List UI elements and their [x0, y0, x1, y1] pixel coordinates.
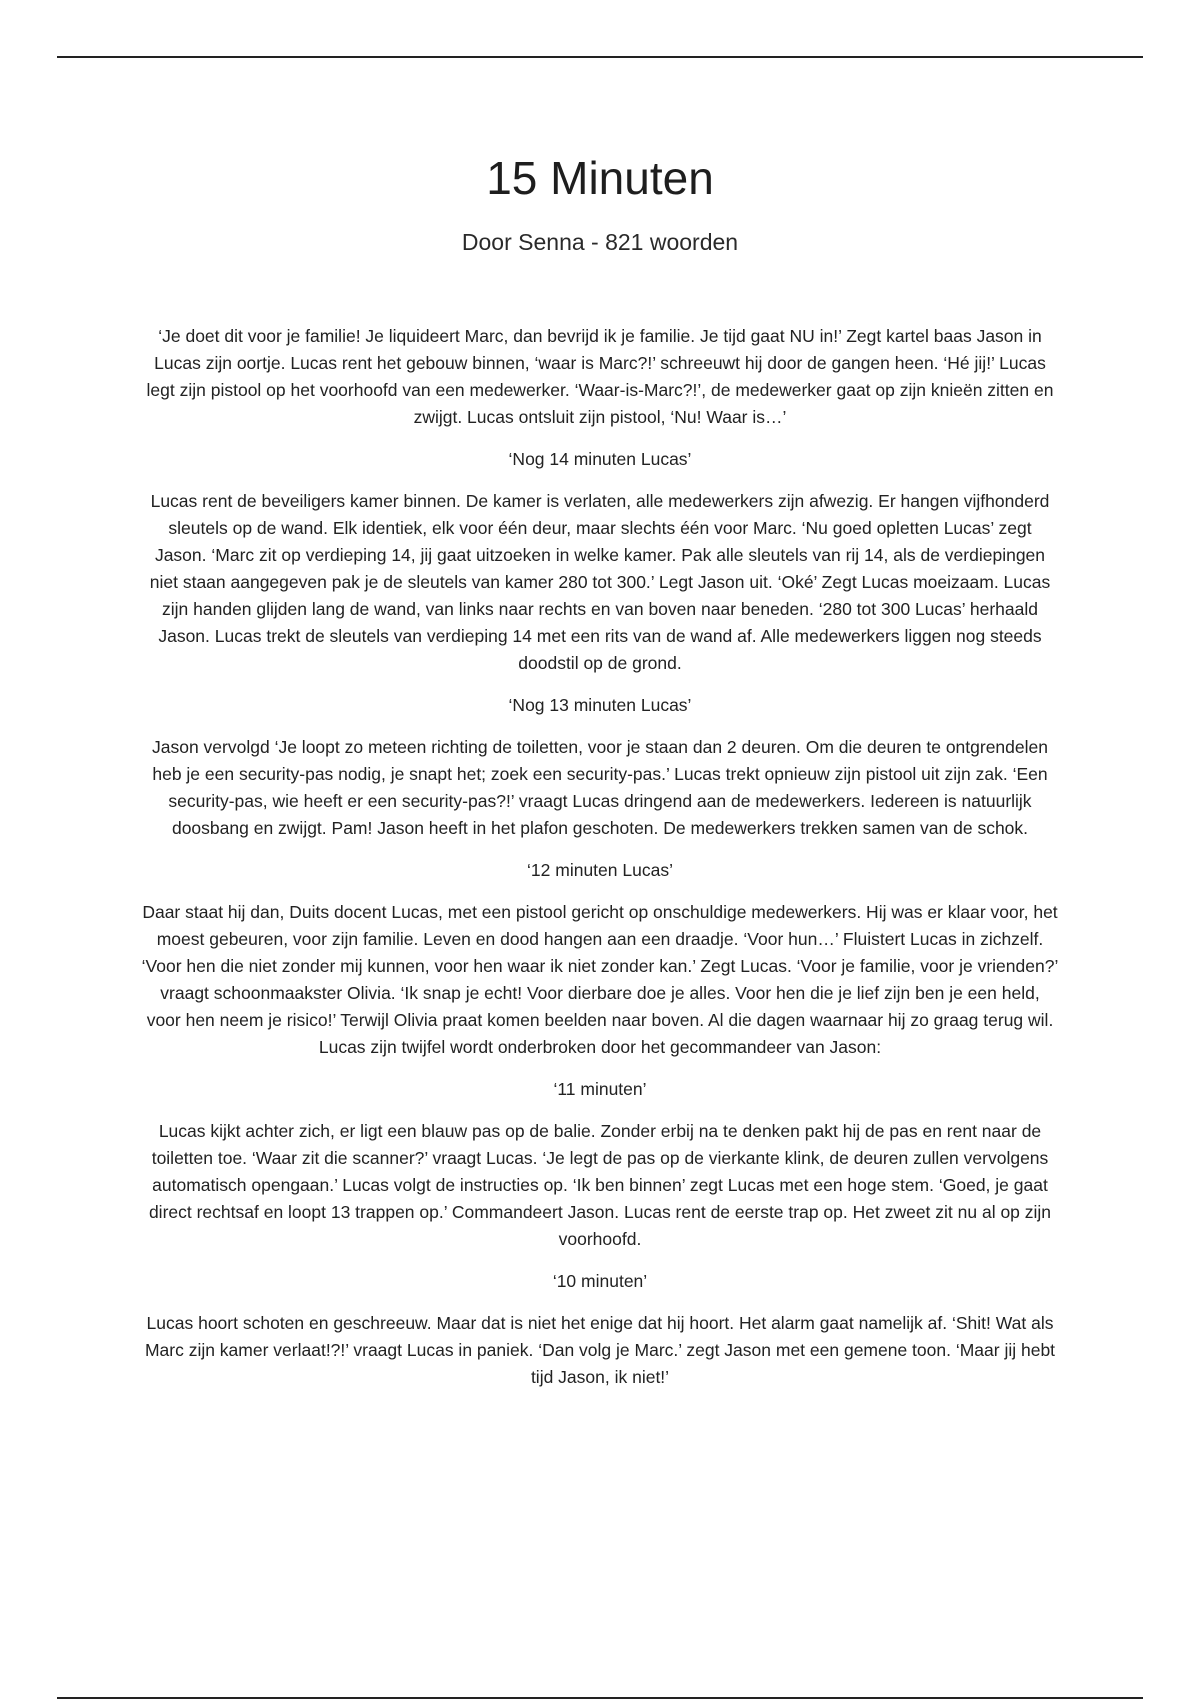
document-title: 15 Minuten — [486, 152, 714, 204]
timer-line-12: ‘12 minuten Lucas’ — [527, 860, 673, 880]
bottom-rule — [57, 1697, 1143, 1699]
timer-line-14: ‘Nog 14 minuten Lucas’ — [508, 449, 692, 469]
story-paragraph-5: Lucas kijkt achter zich, er ligt een blauw pas op de balie. Zonder erbij na te denken pakt hij de pas en rent naar de toiletten toe. ‘Waar zit die scanner?’ vraagt Lucas. ‘Je legt de pas op de vierkante klink, de deuren zullen vervolgens automatisch opengaan.’ Lucas volgt de instructies op. ‘Ik ben binnen’ zegt Lucas met een hoge stem. ‘Goed, je gaat direct rechtsaf en loopt 13 trappen op.’ Commandeert Jason. Lucas rent de eerste trap op. Het zweet zit nu al op zijn voorhoofd. — [148, 1121, 1052, 1249]
timer-line-11: ‘11 minuten’ — [553, 1079, 647, 1099]
story-body — [141, 323, 1059, 1406]
document-subtitle: Door Senna - 821 woorden — [461, 229, 739, 255]
timer-line-10: ‘10 minuten’ — [552, 1271, 648, 1291]
story-paragraph-6: Lucas hoort schoten en geschreeuw. Maar dat is niet het enige dat hij hoort. Het alarm gaat namelijk af. ‘Shit! Wat als Marc zijn kamer verlaat!?!’ vraagt Lucas in paniek. ‘Dan volg je Marc.’ zegt Jason met een gemene toon. ‘Maar jij hebt tijd Jason, ik niet!’ — [144, 1313, 1056, 1387]
story-paragraph-4: Daar staat hij dan, Duits docent Lucas, met een pistool gericht op onschuldige medewerkers. Hij was er klaar voor, het moest gebeuren, voor zijn familie. Leven en dood hangen aan een draadje. ‘Voor hun…’ Fluistert Lucas in zichzelf. ‘Voor hen die niet zonder mij kunnen, voor hen waar ik niet zonder kan.’ Zegt Lucas. ‘Voor je familie, voor je vrienden?’ vraagt schoonmaakster Olivia. ‘Ik snap je echt! Voor dierbare doe je alles. Voor hen die je lief zijn ben je een held, voor hen neem je risico!’ Terwijl Olivia praat komen beelden naar boven. Al die dagen waarnaar hij zo graag terug wil. Lucas zijn twijfel wordt onderbroken door het gecommandeer van Jason: — [141, 902, 1059, 1057]
story-paragraph-2: Lucas rent de beveiligers kamer binnen. De kamer is verlaten, alle medewerkers zijn afwezig. Er hangen vijfhonderd sleutels op de wand. Elk identiek, elk voor één deur, maar slechts één voor Marc. ‘Nu goed opletten Lucas’ zegt Jason. ‘Marc zit op verdieping 14, jij gaat uitzoeken in welke kamer. Pak alle sleutels van rij 14, als de verdiepingen niet staan aangegeven pak je de sleutels van kamer 280 tot 300.’ Legt Jason uit. ‘Oké’ Zegt Lucas moeizaam. Lucas zijn handen glijden lang de wand, van links naar rechts en van boven naar beneden. ‘280 tot 300 Lucas’ herhaald Jason. Lucas trekt de sleutels van verdieping 14 met een rits van de wand af. Alle medewerkers liggen nog steeds doodstil op de grond. — [149, 491, 1051, 673]
timer-line-13: ‘Nog 13 minuten Lucas’ — [508, 695, 692, 715]
story-paragraph-1: ‘Je doet dit voor je familie! Je liquideert Marc, dan bevrijd ik je familie. Je tijd gaat NU in!’ Zegt kartel baas Jason in Lucas zijn oortje. Lucas rent het gebouw binnen, ‘waar is Marc?!’ schreeuwt hij door de gangen heen. ‘Hé jij!’ Lucas legt zijn pistool op het voorhoofd van een medewerker. ‘Waar-is-Marc?!’, de medewerker gaat op zijn knieën zitten en zwijgt. Lucas ontsluit zijn pistool, ‘Nu! Waar is…’ — [146, 326, 1054, 427]
story-paragraph-3: Jason vervolgd ‘Je loopt zo meteen richting de toiletten, voor je staan dan 2 deuren. Om die deuren te ontgrendelen heb je een security-pas nodig, je snapt het; zoek een security-pas.’ Lucas trekt opnieuw zijn pistool uit zijn zak. ‘Een security-pas, wie heeft er een security-pas?!’ vraagt Lucas dringend aan de medewerkers. Iedereen is natuurlijk doosbang en zwijgt. Pam! Jason heeft in het plafon geschoten. De medewerkers trekken samen van de schok. — [152, 737, 1048, 838]
top-rule — [57, 56, 1143, 58]
